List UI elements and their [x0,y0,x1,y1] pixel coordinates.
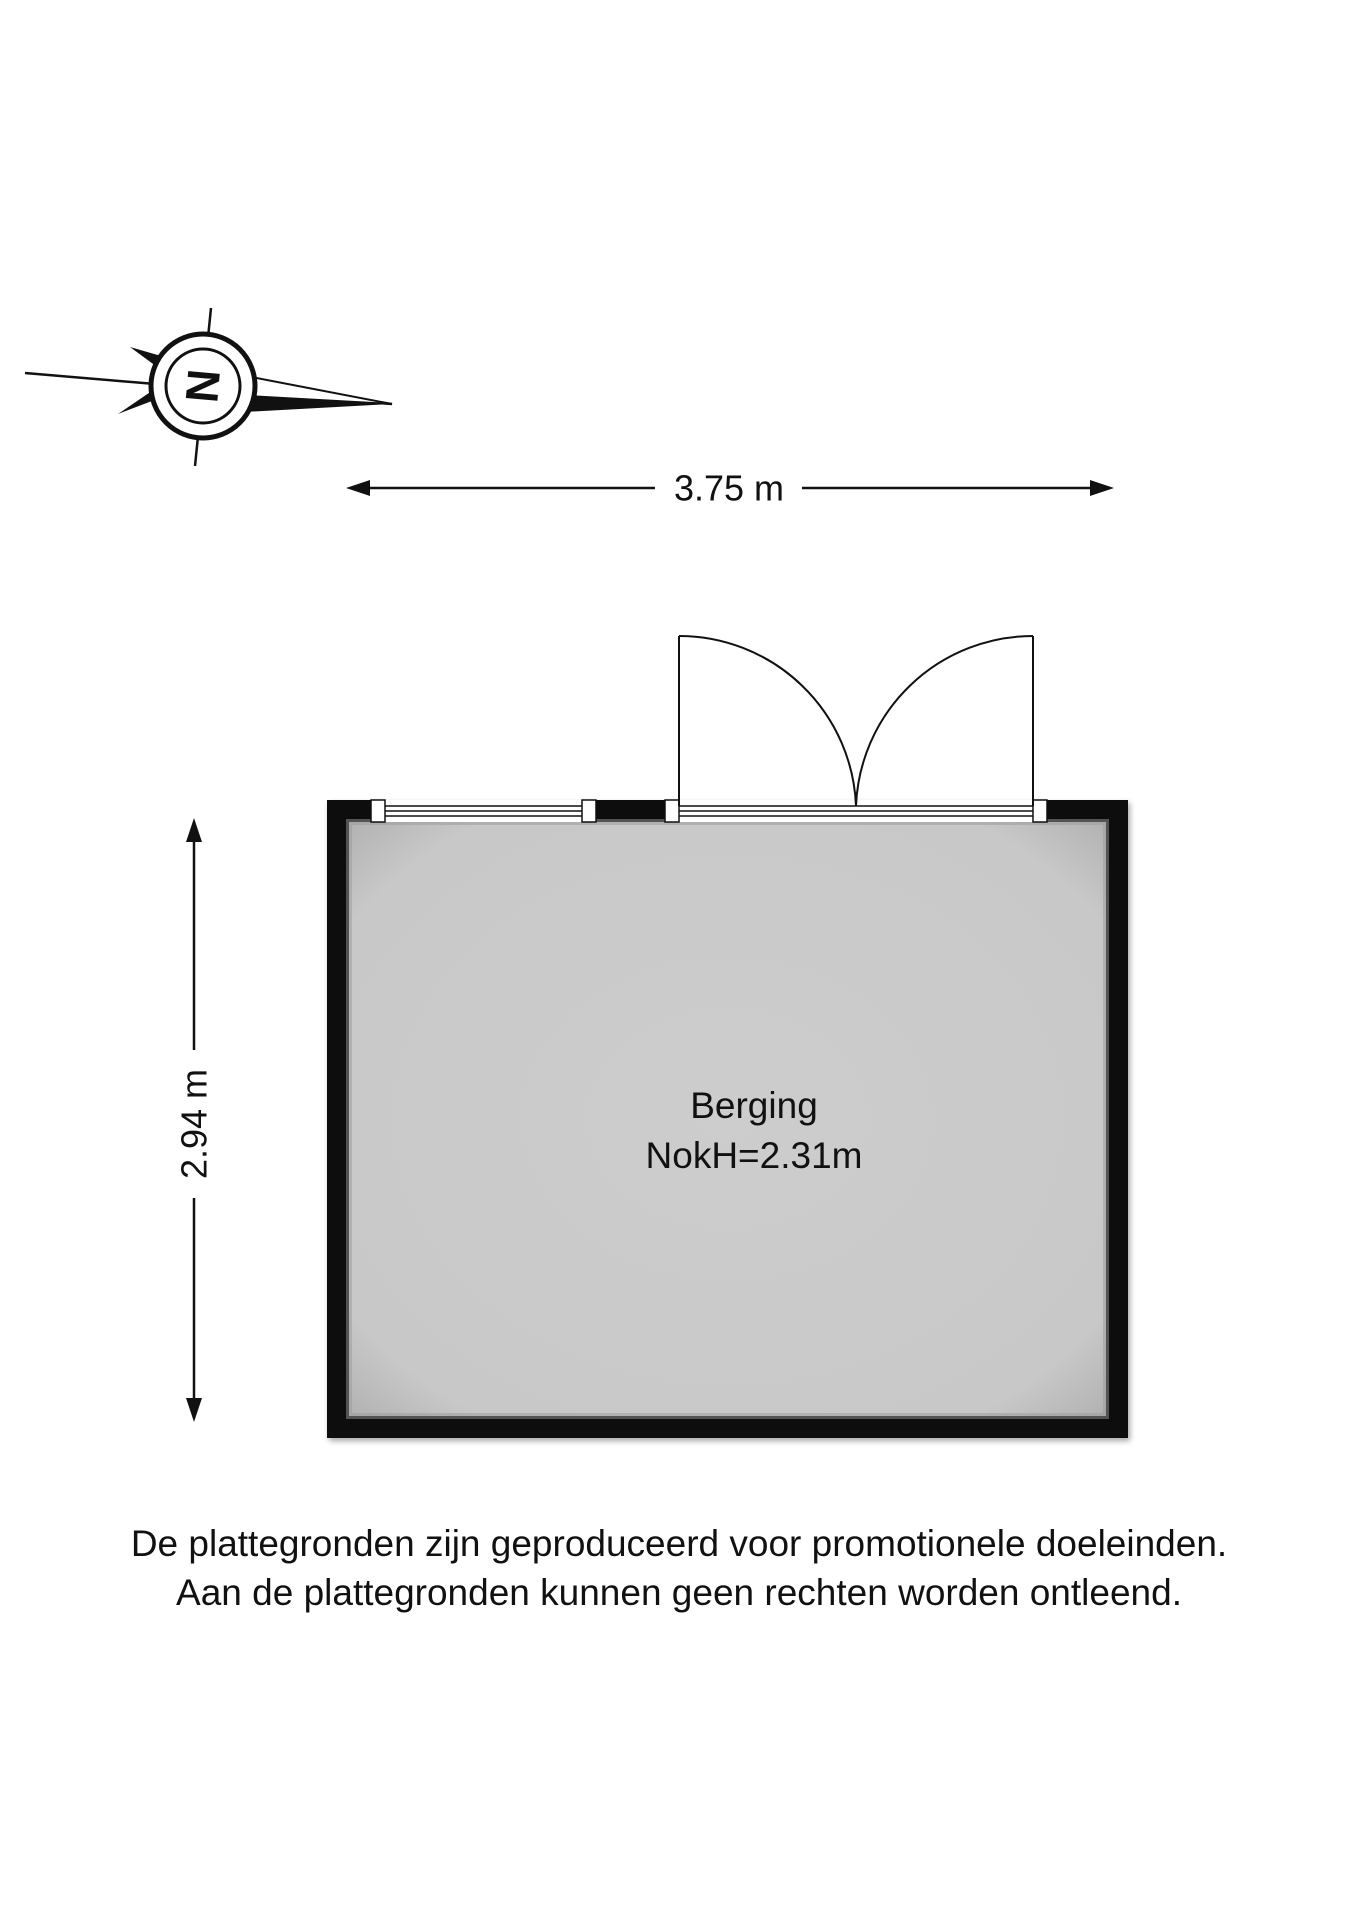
double-door [665,636,1047,822]
disclaimer-line-1: De plattegronden zijn geproduceerd voor promotionele doeleinden. [130,1523,1228,1564]
width-dimension-label: 3.75 m [673,467,785,509]
room-ridge-height: NokH=2.31m [645,1135,863,1176]
height-dimension-label: 2.94 m [173,1068,215,1180]
height-dimension [174,818,215,1422]
disclaimer-line-2: Aan de plattegronden kunnen geen rechten worden ontleend. [176,1572,1182,1613]
storage-room [327,636,1128,1438]
north-compass-icon [25,308,392,466]
window [371,800,596,822]
compass-north-label: N [175,367,231,405]
room-name: Berging [690,1085,818,1126]
width-dimension [346,468,1114,509]
